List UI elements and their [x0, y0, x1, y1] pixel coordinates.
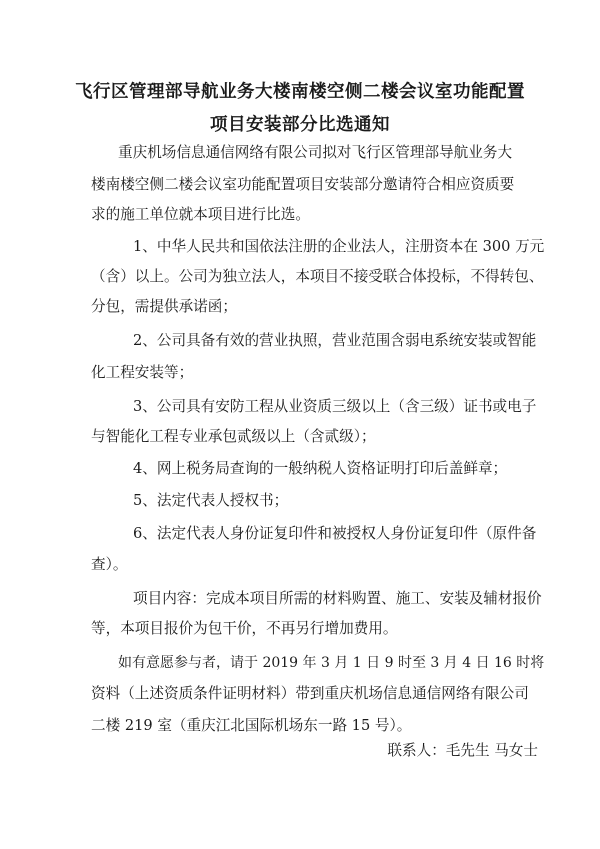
title-line-1: 飞行区管理部导航业务大楼南楼空侧二楼会议室功能配置: [75, 82, 525, 102]
requirement-3-line-1: 3、公司具有安防工程从业资质三级以上（含三级）证书或电子: [133, 398, 537, 415]
intro-line-1: 重庆机场信息通信网络有限公司拟对飞行区管理部导航业务大: [118, 144, 513, 161]
submission-line-3: 二楼 219 室（重庆江北国际机场东一路 15 号）。: [91, 717, 412, 734]
content-line-1: 项目内容：完成本项目所需的材料购置、施工、安装及辅材报价: [133, 590, 542, 607]
contact-line: 联系人：毛先生 马女士: [387, 742, 538, 759]
content-line-2: 等，本项目报价为包干价，不再另行增加费用。: [91, 620, 398, 637]
requirement-2-line-2: 化工程安装等；: [91, 364, 194, 381]
title-line-2: 项目安装部分比选通知: [210, 115, 390, 135]
requirement-6-line-2: 查）。: [91, 556, 128, 573]
requirement-1-line-2: （含）以上。公司为独立法人，本项目不接受联合体投标，不得转包、: [91, 268, 544, 285]
requirement-4-line-1: 4、网上税务局查询的一般纳税人资格证明打印后盖鲜章；: [133, 460, 508, 477]
intro-line-3: 求的施工单位就本项目进行比选。: [91, 206, 310, 223]
submission-line-1: 如有意愿参与者，请于 2019 年 3 月 1 日 9 时至 3 月 4 日 16 时将: [118, 655, 545, 671]
requirement-1-line-1: 1、中华人民共和国依法注册的企业法人，注册资本在 300 万元: [133, 238, 545, 255]
requirement-3-line-2: 与智能化工程专业承包贰级以上（含贰级）；: [91, 428, 376, 445]
requirement-5-line-1: 5、法定代表人授权书；: [133, 492, 289, 509]
submission-line-2: 资料（上述资质条件证明材料）带到重庆机场信息通信网络有限公司: [91, 685, 529, 702]
requirement-2-line-1: 2、公司具备有效的营业执照，营业范围含弱电系统安装或智能: [133, 332, 537, 349]
intro-line-2: 楼南楼空侧二楼会议室功能配置项目安装部分邀请符合相应资质要: [91, 176, 515, 193]
requirement-1-line-3: 分包，需提供承诺函；: [91, 298, 237, 315]
requirement-6-line-1: 6、法定代表人身份证复印件和被授权人身份证复印件（原件备: [133, 525, 537, 542]
